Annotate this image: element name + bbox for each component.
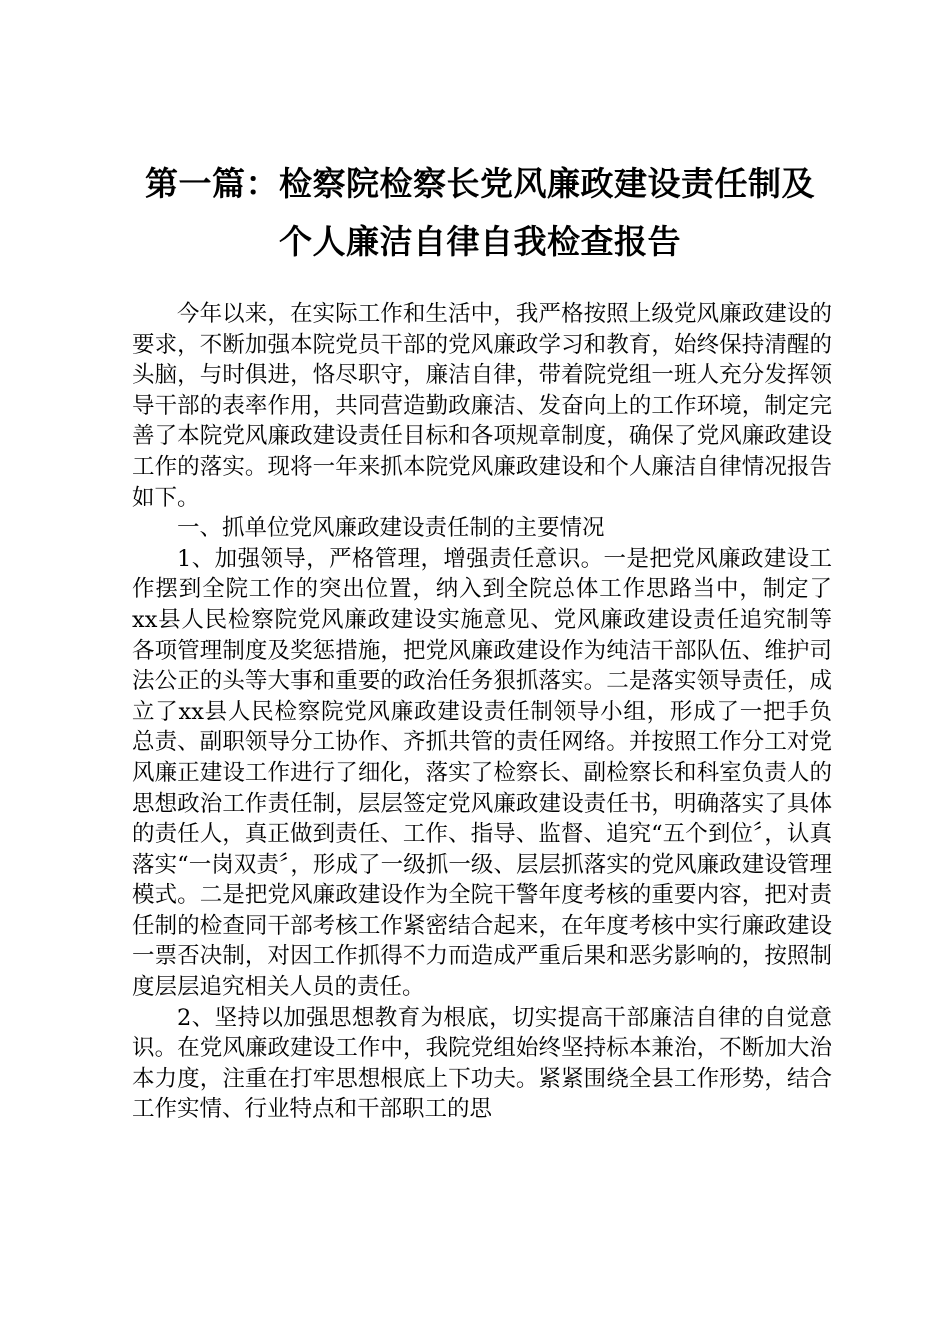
document-body — [132, 299, 832, 1125]
paragraph-intro: 今年以来，在实际工作和生活中，我严格按照上级党风廉政建设的要求，不断加强本院党员干部的党风廉政学习和教育，始终保持清醒的头脑，与时俱进，恪尽职守，廉洁自律，带着院党组一班人充分发挥领导干部的表率作用，共同营造勤政廉洁、发奋向上的工作环境，制定完善了本院党风廉政建设责任目标和各项规章制度，确保了党风廉政建设工作的落实。现将一年来抓本院党风廉政建设和个人廉洁自律情况报告如下。 — [132, 301, 832, 511]
section-heading-1: 一、抓单位党风廉政建设责任制的主要情况 — [177, 515, 605, 542]
paragraph-item-2: 2、坚持以加强思想教育为根底，切实提高干部廉洁自律的自觉意识。在党风廉政建设工作中，我院党组始终坚持标本兼治，不断加大治本力度，注重在打牢思想根底上下功夫。紧紧围绕全县工作形势，结合工作实情、行业特点和干部职工的思 — [132, 1004, 832, 1123]
document-title-line-1: 第一篇：检察院检察长党风廉政建设责任制及 — [145, 164, 815, 203]
document-title-line-2: 个人廉洁自律自我检查报告 — [279, 222, 681, 261]
paragraph-item-1: 1、加强领导，严格管理，增强责任意识。一是把党风廉政建设工作摆到全院工作的突出位置，纳入到全院总体工作思路当中，制定了xx县人民检察院党风廉政建设实施意见、党风廉政建设责任追究制等各项管理制度及奖惩措施，把党风廉政建设作为纯洁干部队伍、维护司法公正的头等大事和重要的政治任务狠抓落实。二是落实领导责任，成立了xx县人民检察院党风廉政建设责任制领导小组，形成了一把手负总责、副职领导分工协作、齐抓共管的责任网络。并按照工作分工对党风廉正建设工作进行了细化，落实了检察长、副检察长和科室负责人的思想政治工作责任制，层层签定党风廉政建设责任书，明确落实了具体的责任人，真正做到责任、工作、指导、监督、追究“五个到位〞，认真落实“一岗双责〞，形成了一级抓一级、层层抓落实的党风廉政建设管理模式。二是把党风廉政建设作为全院干警年度考核的重要内容，把对责任制的检查同干部考核工作紧密结合起来，在年度考核中实行廉政建设一票否决制，对因工作抓得不力而造成严重后果和恶劣影响的，按照制度层层追究相关人员的责任。 — [132, 545, 832, 1001]
